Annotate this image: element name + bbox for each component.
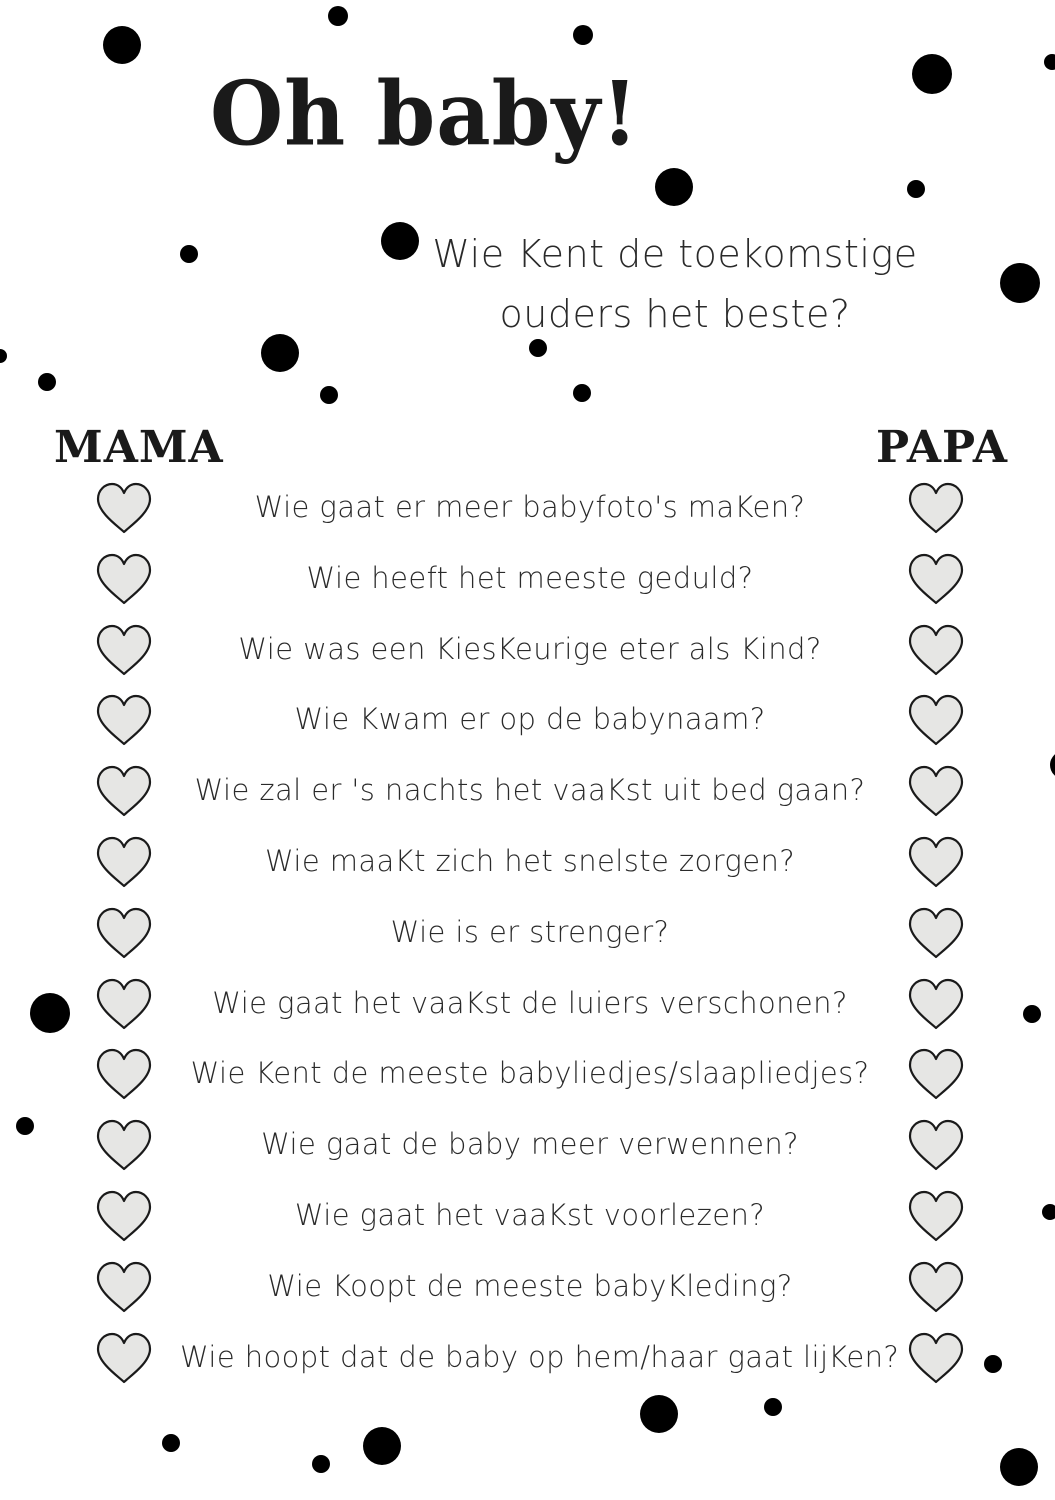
- dot-icon: [381, 222, 419, 260]
- subtitle-line-2: ouders het beste?: [499, 292, 851, 336]
- heart-icon: [95, 1190, 153, 1242]
- mama-heart-7[interactable]: [95, 907, 153, 959]
- dot-icon: [363, 1427, 401, 1465]
- mama-heart-12[interactable]: [95, 1261, 153, 1313]
- mama-heart-5[interactable]: [95, 765, 153, 817]
- dot-icon: [180, 245, 198, 263]
- dot-icon: [655, 168, 693, 206]
- heart-icon: [95, 694, 153, 746]
- dot-icon: [38, 373, 56, 391]
- question-row: [0, 1328, 1055, 1399]
- heart-icon: [95, 907, 153, 959]
- heart-icon: [907, 482, 965, 534]
- heart-icon: [95, 978, 153, 1030]
- papa-heart-11[interactable]: [907, 1190, 965, 1242]
- dot-icon: [162, 1434, 180, 1452]
- heart-icon: [907, 1119, 965, 1171]
- question-row: [0, 1186, 1055, 1257]
- question-text: Wie gaat de baby meer verwennen?: [261, 1127, 799, 1162]
- heart-icon: [907, 624, 965, 676]
- question-text: Wie heeft het meeste geduld?: [306, 560, 754, 595]
- question-row: [0, 903, 1055, 974]
- heart-icon: [95, 482, 153, 534]
- heart-icon: [95, 836, 153, 888]
- dot-icon: [640, 1395, 678, 1433]
- papa-heart-9[interactable]: [907, 1048, 965, 1100]
- heart-icon: [907, 694, 965, 746]
- heart-icon: [907, 836, 965, 888]
- question-row: [0, 1257, 1055, 1328]
- subtitle-line-1: Wie Kent de toekomstige: [432, 232, 918, 276]
- papa-heart-1[interactable]: [907, 482, 965, 534]
- papa-heart-3[interactable]: [907, 624, 965, 676]
- mama-heart-9[interactable]: [95, 1048, 153, 1100]
- mama-heart-13[interactable]: [95, 1332, 153, 1384]
- question-text: Wie is er strenger?: [390, 914, 670, 949]
- mama-heart-8[interactable]: [95, 978, 153, 1030]
- dot-icon: [912, 54, 952, 94]
- heart-icon: [95, 1261, 153, 1313]
- heart-icon: [907, 978, 965, 1030]
- question-row: [0, 1044, 1055, 1115]
- dot-icon: [312, 1455, 330, 1473]
- heart-icon: [907, 1048, 965, 1100]
- question-text: Wie gaat het vaaKst voorlezen?: [294, 1197, 766, 1232]
- heart-icon: [907, 1190, 965, 1242]
- papa-heart-12[interactable]: [907, 1261, 965, 1313]
- question-row: [0, 620, 1055, 691]
- heart-icon: [907, 553, 965, 605]
- question-row: [0, 478, 1055, 549]
- mama-heart-2[interactable]: [95, 553, 153, 605]
- column-header-mama: MAMA: [54, 422, 224, 473]
- papa-heart-8[interactable]: [907, 978, 965, 1030]
- dot-icon: [103, 26, 141, 64]
- dot-icon: [573, 384, 591, 402]
- question-row: [0, 832, 1055, 903]
- question-text: Wie Koopt de meeste babyKleding?: [267, 1268, 793, 1303]
- dot-icon: [907, 180, 925, 198]
- question-text: Wie Kent de meeste babyliedjes/slaapliedjes?: [190, 1056, 870, 1091]
- dot-icon: [328, 6, 348, 26]
- question-text: Wie gaat er meer babyfoto's maKen?: [254, 490, 806, 524]
- question-text: Wie gaat het vaaKst de luiers verschonen?: [212, 985, 848, 1020]
- papa-heart-13[interactable]: [907, 1332, 965, 1384]
- question-row: [0, 690, 1055, 761]
- question-text: Wie hoopt dat de baby op hem/haar gaat lijKen?: [180, 1339, 900, 1374]
- heart-icon: [907, 765, 965, 817]
- dot-icon: [1000, 263, 1040, 303]
- dot-icon: [1044, 54, 1055, 70]
- papa-heart-10[interactable]: [907, 1119, 965, 1171]
- mama-heart-11[interactable]: [95, 1190, 153, 1242]
- dot-icon: [764, 1398, 782, 1416]
- dot-icon: [261, 334, 299, 372]
- heart-icon: [95, 1048, 153, 1100]
- papa-heart-4[interactable]: [907, 694, 965, 746]
- heart-icon: [95, 624, 153, 676]
- mama-heart-3[interactable]: [95, 624, 153, 676]
- question-row: [0, 761, 1055, 832]
- mama-heart-6[interactable]: [95, 836, 153, 888]
- dot-icon: [0, 349, 7, 363]
- column-header-papa: PAPA: [876, 422, 1009, 473]
- heart-icon: [907, 1261, 965, 1313]
- dot-icon: [320, 386, 338, 404]
- dot-icon: [1000, 1448, 1038, 1486]
- heart-icon: [907, 907, 965, 959]
- question-row: [0, 1115, 1055, 1186]
- question-text: Wie was een KiesKeurige eter als Kind?: [238, 631, 822, 666]
- mama-heart-4[interactable]: [95, 694, 153, 746]
- heart-icon: [95, 765, 153, 817]
- mama-heart-10[interactable]: [95, 1119, 153, 1171]
- heart-icon: [95, 1119, 153, 1171]
- question-row: [0, 549, 1055, 620]
- heart-icon: [95, 553, 153, 605]
- mama-heart-1[interactable]: [95, 482, 153, 534]
- question-row: [0, 974, 1055, 1045]
- papa-heart-2[interactable]: [907, 553, 965, 605]
- question-text: Wie Kwam er op de babynaam?: [294, 702, 766, 737]
- papa-heart-6[interactable]: [907, 836, 965, 888]
- subtitle: [420, 224, 930, 344]
- papa-heart-7[interactable]: [907, 907, 965, 959]
- heart-icon: [907, 1332, 965, 1384]
- dot-icon: [573, 25, 593, 45]
- page-title: Oh baby!: [210, 61, 640, 166]
- heart-icon: [95, 1332, 153, 1384]
- question-text: Wie maaKt zich het snelste zorgen?: [264, 843, 796, 878]
- papa-heart-5[interactable]: [907, 765, 965, 817]
- question-list: [0, 478, 1055, 1398]
- question-text: Wie zal er 's nachts het vaaKst uit bed gaan?: [194, 773, 866, 808]
